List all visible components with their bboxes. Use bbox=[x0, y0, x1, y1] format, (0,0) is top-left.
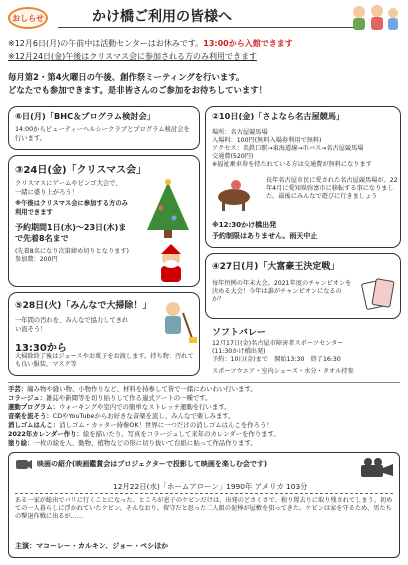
event-keiba-desc: 長年名古屋市民に愛された名古屋競馬場が、22年4月に愛知県弥富市に移転する事になりました。最後にみんなで遊びに行きましょう bbox=[266, 177, 398, 201]
event-xmas-box bbox=[8, 155, 200, 287]
event-volley-line1: 12月17日(金)名古屋市障害者スポーツセンター bbox=[212, 340, 344, 347]
event-xmas-title: ③24日(金)「クリスマス会」 bbox=[15, 165, 147, 176]
page-title: かけ橋ご利用の皆様へ bbox=[58, 6, 358, 28]
movie-date-title: 12月22日(水)「ホームアローン」1990年 アメリカ 103分 bbox=[113, 482, 308, 491]
event-volley-line4: スポーツウエア・室内シューズ・水分・タオル持参 bbox=[212, 368, 354, 375]
notice-line-3: 毎月第2・第4火曜日の午後、創作祭ミーティングを行います。 bbox=[8, 72, 245, 82]
cleaning-illustration bbox=[149, 299, 197, 345]
program-item: 運動プログラム：ウォーキングや室内での簡単なストレッチ運動を行います。 bbox=[8, 403, 231, 411]
horse-racing-illustration bbox=[210, 173, 262, 213]
event-keiba-note: ※福祉乗車券を持たれている方は交通費が無料になります bbox=[212, 161, 372, 168]
playing-cards-illustration bbox=[360, 276, 398, 314]
event-volley-title: ソフトバレー bbox=[212, 328, 266, 338]
event-volley-line3: 予約：10日(金)まで 開始13:30 終了16:30 bbox=[212, 356, 341, 363]
programs-list bbox=[8, 385, 400, 448]
notice-line-1-text: ※12月6日(月)の午前中は活動センターはお休みです。 bbox=[8, 39, 204, 48]
program-item: コラージュ：雑誌や新聞等を切り貼りして作る適式アートの一種です。 bbox=[8, 394, 212, 402]
people-illustration bbox=[345, 2, 403, 32]
event-xmas-reserve: 予約期間1日(水)～23日(木)まで先着8名まで bbox=[15, 223, 127, 243]
program-item: 塗り絵：一枚の絵を人、動物、植物などの形に切り抜いて台紙に貼って作品作ります。 bbox=[8, 439, 257, 447]
notice-line-1-highlight: 13:00から入館できます bbox=[203, 39, 293, 48]
event-cleanup-box bbox=[8, 292, 200, 376]
film-camera-icon bbox=[359, 457, 395, 479]
event-cleanup-body: 一年間の汚れを、みんなで協力してきれい流そう！ bbox=[15, 317, 129, 333]
program-item: 2022年カレンダー作り：絵を描いたり、写真をコラージュして来年のカレンダーを作ります。 bbox=[8, 430, 280, 438]
event-keiba-title: ②10日(金)「さよなら名古屋競馬」 bbox=[212, 111, 345, 121]
event-daifugo-body: 毎年恒例の年末大会。2021年度のチャンピオンを決める大会！今年は誰がチャンピオンになるのか？ bbox=[212, 280, 352, 304]
movie-heading: 映画の紹介(映画鑑賞会はプロジェクターで投影して映画を楽しむ会です) bbox=[37, 460, 268, 468]
event-bhc-body: 14:00からビューティーヘルシークラブとプログラム検討会を行います。 bbox=[15, 126, 190, 142]
movie-divider bbox=[15, 493, 393, 494]
projector-icon bbox=[15, 457, 33, 471]
notice-line-1 bbox=[8, 38, 400, 49]
event-keiba-entry: 入場料：100円(無料入場券利用で無料) bbox=[212, 137, 322, 144]
event-cleanup-note: 大掃除終了後はジュースやお菓子をお渡します。持ち物：汚れても良い服装、マスク等 bbox=[15, 353, 194, 369]
event-xmas-note: ※午後はクリスマス会に参加する方のみ利用できます bbox=[15, 200, 128, 216]
notice-line-2: ※12月24日(金)午後はクリスマス会に参加される方のみ利用できます bbox=[8, 52, 257, 61]
movie-synopsis: ある一家が総出でパリに行くことになった。ところが息子のケビンだけは、出発のどさくさで、独り置去りに取り残されてしまう。初めての一人暮らしに浮かれていたケビン。そんなおり、留守だと思った二人組の泥棒が屋敷を狙ってきた。ケビンは家を守るため、男たちの撃退作戦に出るが…… bbox=[15, 497, 393, 521]
xmas-tree-illustration bbox=[139, 178, 197, 242]
event-cleanup-title: ⑤28日(火)「みんなで大掃除！」 bbox=[15, 301, 152, 311]
event-keiba-nores: 予約制限はありません。雨天中止 bbox=[212, 232, 318, 240]
event-keiba-access: アクセス：名鉄口駅→東海道線→市バス→名古屋競馬場 bbox=[212, 145, 364, 152]
event-keiba-meet: ※12:30かけ橋出発 bbox=[212, 221, 277, 229]
event-xmas-fee: (先着8名になり次第締め切りとなります)参加費：200円 bbox=[15, 248, 129, 264]
event-cleanup-time: 13:30から bbox=[15, 343, 67, 354]
program-item: 手芸：編み物や縫い物、小物作りなど、材料を持参して皆で一緒にわいわい行います。 bbox=[8, 385, 257, 393]
notice-line-4: どなたでも参加できます。是非皆さんのご参加をお待ちしています！ bbox=[8, 85, 267, 95]
program-item: 消しゴムはんこ：消しゴム・カッター持参OK！世界に一つだけの消しゴムはんこを作ろう！ bbox=[8, 421, 273, 429]
movie-cast: 主演：マコーレー・カルキン、ジョー・ペシほか bbox=[15, 542, 169, 550]
movie-box bbox=[8, 452, 400, 558]
badge-label: おしらせ bbox=[12, 13, 44, 23]
event-keiba-box bbox=[205, 106, 401, 248]
santa-illustration bbox=[149, 244, 197, 284]
event-xmas-body: クリスマスにゲームやビンゴ大会で、一緒に盛り上がろう！ bbox=[15, 180, 122, 196]
event-bhc-box bbox=[8, 106, 200, 150]
event-bhc-title: ⑥日(月)「BHC＆プログラム検討会」 bbox=[15, 111, 155, 121]
program-item: 音楽を流そう：CDやYouTubeからお好きな音楽を流し、みんなで楽しみます。 bbox=[8, 412, 235, 420]
event-keiba-place: 場所：名古屋競馬場 bbox=[212, 129, 268, 136]
event-daifugo-title: ④27日(月)「大富豪王決定戦」 bbox=[212, 262, 340, 272]
divider bbox=[8, 382, 400, 383]
event-daifugo-box bbox=[205, 253, 401, 319]
notice-badge bbox=[8, 7, 48, 29]
event-volley-line2: (11:30かけ橋出発) bbox=[212, 348, 266, 355]
event-keiba-fare: 交通費(520円) bbox=[212, 153, 254, 160]
